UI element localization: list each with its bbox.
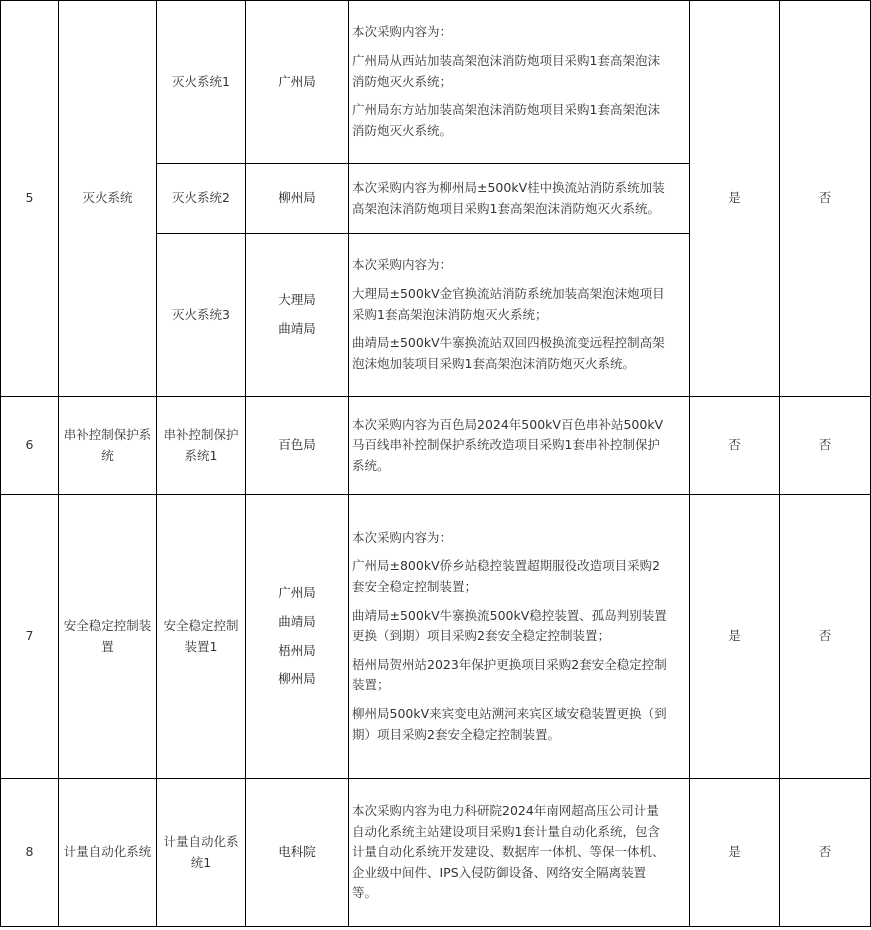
bureau-name: 百色局 xyxy=(278,437,316,453)
row-number: 6 xyxy=(1,397,59,495)
bureau-name: 广州局 xyxy=(278,585,316,601)
content-cell xyxy=(349,779,690,927)
bureau-name: 梧州局 xyxy=(278,642,316,658)
system-name: 计量自动化系统 xyxy=(59,779,157,927)
flag-cell-2: 否 xyxy=(780,495,871,779)
content-paragraph: 本次采购内容为电力科研院2024年南网超高压公司计量 自动化系统主站建设项目采购1套计量自动化系统，包含 计量自动化系统开发建设、数据库一体机、等保一体机、 企业级中间件、IPS入侵防御设备、网络安全隔离装置 等。 xyxy=(352,802,665,901)
package-name: 灭火系统3 xyxy=(157,234,246,397)
content-paragraph: 本次采购内容为： xyxy=(352,529,453,545)
content-paragraph: 广州局±800kV侨乡站稳控装置超期服役改造项目采购2 套安全稳定控制装置； xyxy=(352,558,661,594)
flag-cell-2: 否 xyxy=(780,779,871,927)
package-name: 串补控制保护 系统1 xyxy=(157,397,246,495)
bureau-cell xyxy=(246,397,349,495)
content-paragraph: 曲靖局±500kV牛寨换流站双回四极换流变远程控制高架 泡沫炮加装项目采购1套高架泡沫消防炮灭火系统。 xyxy=(352,335,665,371)
content-cell xyxy=(349,495,690,779)
flag-cell-2: 否 xyxy=(780,1,871,397)
bureau-cell xyxy=(246,234,349,397)
bureau-name: 广州局 xyxy=(278,73,316,89)
package-name: 计量自动化系 统1 xyxy=(157,779,246,927)
content-paragraph: 本次采购内容为百色局2024年500kV百色串补站500kV 马百线串补控制保护系统改造项目采购1套串补控制保护 系统。 xyxy=(352,416,664,473)
package-name: 灭火系统2 xyxy=(157,164,246,234)
flag-cell-1: 否 xyxy=(690,397,780,495)
content-paragraph: 本次采购内容为： xyxy=(352,24,453,40)
content-paragraph: 梧州局贺州站2023年保护更换项目采购2套安全稳定控制 装置； xyxy=(352,656,667,693)
bureau-cell xyxy=(246,495,349,779)
system-name: 安全稳定控制装 置 xyxy=(59,495,157,779)
bureau-name: 电科院 xyxy=(278,844,316,860)
package-name: 安全稳定控制 装置1 xyxy=(157,495,246,779)
content-paragraph: 曲靖局±500kV牛寨换流500kV稳控装置、孤岛判别装置 更换（到期）项目采购2套安全稳定控制装置； xyxy=(352,607,667,644)
content-cell xyxy=(349,164,690,234)
row-number: 5 xyxy=(1,1,59,397)
content-paragraph: 广州局从西站加装高架泡沫消防炮项目采购1套高架泡沫 消防炮灭火系统； xyxy=(352,53,660,89)
flag-cell-1: 是 xyxy=(690,495,780,779)
content-cell xyxy=(349,1,690,164)
system-name: 串补控制保护系 统 xyxy=(59,397,157,495)
bureau-name: 曲靖局 xyxy=(278,321,316,336)
bureau-name: 曲靖局 xyxy=(278,613,316,629)
bureau-name: 柳州局 xyxy=(278,671,316,687)
flag-cell-1: 是 xyxy=(690,1,780,397)
table-row xyxy=(1,397,871,495)
table-row xyxy=(1,1,871,164)
content-paragraph: 大理局±500kV金官换流站消防系统加装高架泡沫炮项目 采购1套高架泡沫消防炮灭火系统； xyxy=(352,286,665,322)
table-row xyxy=(1,495,871,779)
table-row xyxy=(1,779,871,927)
content-paragraph: 广州局东方站加装高架泡沫消防炮项目采购1套高架泡沫 消防炮灭火系统。 xyxy=(352,102,660,138)
content-cell xyxy=(349,397,690,495)
content-paragraph: 本次采购内容为： xyxy=(352,257,453,273)
bureau-cell xyxy=(246,1,349,164)
bureau-cell xyxy=(246,779,349,927)
content-paragraph: 本次采购内容为柳州局±500kV桂中换流站消防系统加装 高架泡沫消防炮项目采购1套高架泡沫消防炮灭火系统。 xyxy=(352,179,665,216)
system-name: 灭火系统 xyxy=(59,1,157,397)
row-number: 8 xyxy=(1,779,59,927)
row-number: 7 xyxy=(1,495,59,779)
content-paragraph: 柳州局500kV来宾变电站溯河来宾区域安稳装置更换（到 期）项目采购2套安全稳定控制装置。 xyxy=(352,706,667,742)
flag-cell-1: 是 xyxy=(690,779,780,927)
package-name: 灭火系统1 xyxy=(157,1,246,164)
content-cell xyxy=(349,234,690,397)
bureau-cell xyxy=(246,164,349,234)
flag-cell-2: 否 xyxy=(780,397,871,495)
bureau-name: 柳州局 xyxy=(278,190,316,206)
bureau-name: 大理局 xyxy=(278,292,316,308)
